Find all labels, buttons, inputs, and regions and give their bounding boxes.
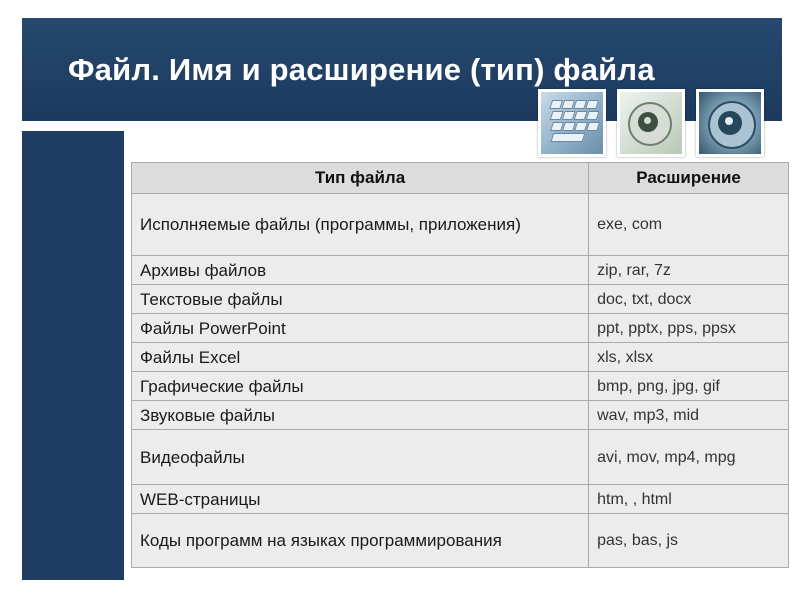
file-type-cell: Видеофайлы — [132, 430, 589, 485]
webcam-photo-icon — [617, 89, 685, 157]
extension-cell: ppt, pptx, pps, ppsx — [589, 314, 789, 343]
file-type-cell: Коды программ на языках программирования — [132, 514, 589, 568]
sidebar-accent — [22, 131, 124, 580]
table-row — [132, 485, 789, 514]
file-type-cell: Архивы файлов — [132, 256, 589, 285]
table-row — [132, 314, 789, 343]
extension-cell: exe, com — [589, 194, 789, 256]
extension-cell: wav, mp3, mid — [589, 401, 789, 430]
table-header-row — [132, 163, 789, 194]
table-row — [132, 514, 789, 568]
file-type-cell: Файлы PowerPoint — [132, 314, 589, 343]
table-row — [132, 343, 789, 372]
file-type-cell: Звуковые файлы — [132, 401, 589, 430]
table-row — [132, 256, 789, 285]
slide-title: Файл. Имя и расширение (тип) файла — [68, 52, 655, 87]
keyboard-photo-icon — [538, 89, 606, 157]
file-type-cell: Исполняемые файлы (программы, приложения) — [132, 194, 589, 256]
file-type-cell: Текстовые файлы — [132, 285, 589, 314]
header-file-type: Тип файла — [132, 163, 589, 194]
extension-cell: htm, , html — [589, 485, 789, 514]
extension-cell: avi, mov, mp4, mpg — [589, 430, 789, 485]
extension-cell: xls, xlsx — [589, 343, 789, 372]
extension-cell: bmp, png, jpg, gif — [589, 372, 789, 401]
camera-lens-photo-icon — [696, 89, 764, 157]
table-row — [132, 430, 789, 485]
extension-cell: pas, bas, js — [589, 514, 789, 568]
table-row — [132, 285, 789, 314]
table-row — [132, 194, 789, 256]
extension-cell: zip, rar, 7z — [589, 256, 789, 285]
extension-cell: doc, txt, docx — [589, 285, 789, 314]
file-type-cell: WEB-страницы — [132, 485, 589, 514]
table-row — [132, 372, 789, 401]
file-type-cell: Файлы Excel — [132, 343, 589, 372]
table-row — [132, 401, 789, 430]
file-type-cell: Графические файлы — [132, 372, 589, 401]
file-extensions-table — [131, 162, 789, 568]
header-extension: Расширение — [589, 163, 789, 194]
